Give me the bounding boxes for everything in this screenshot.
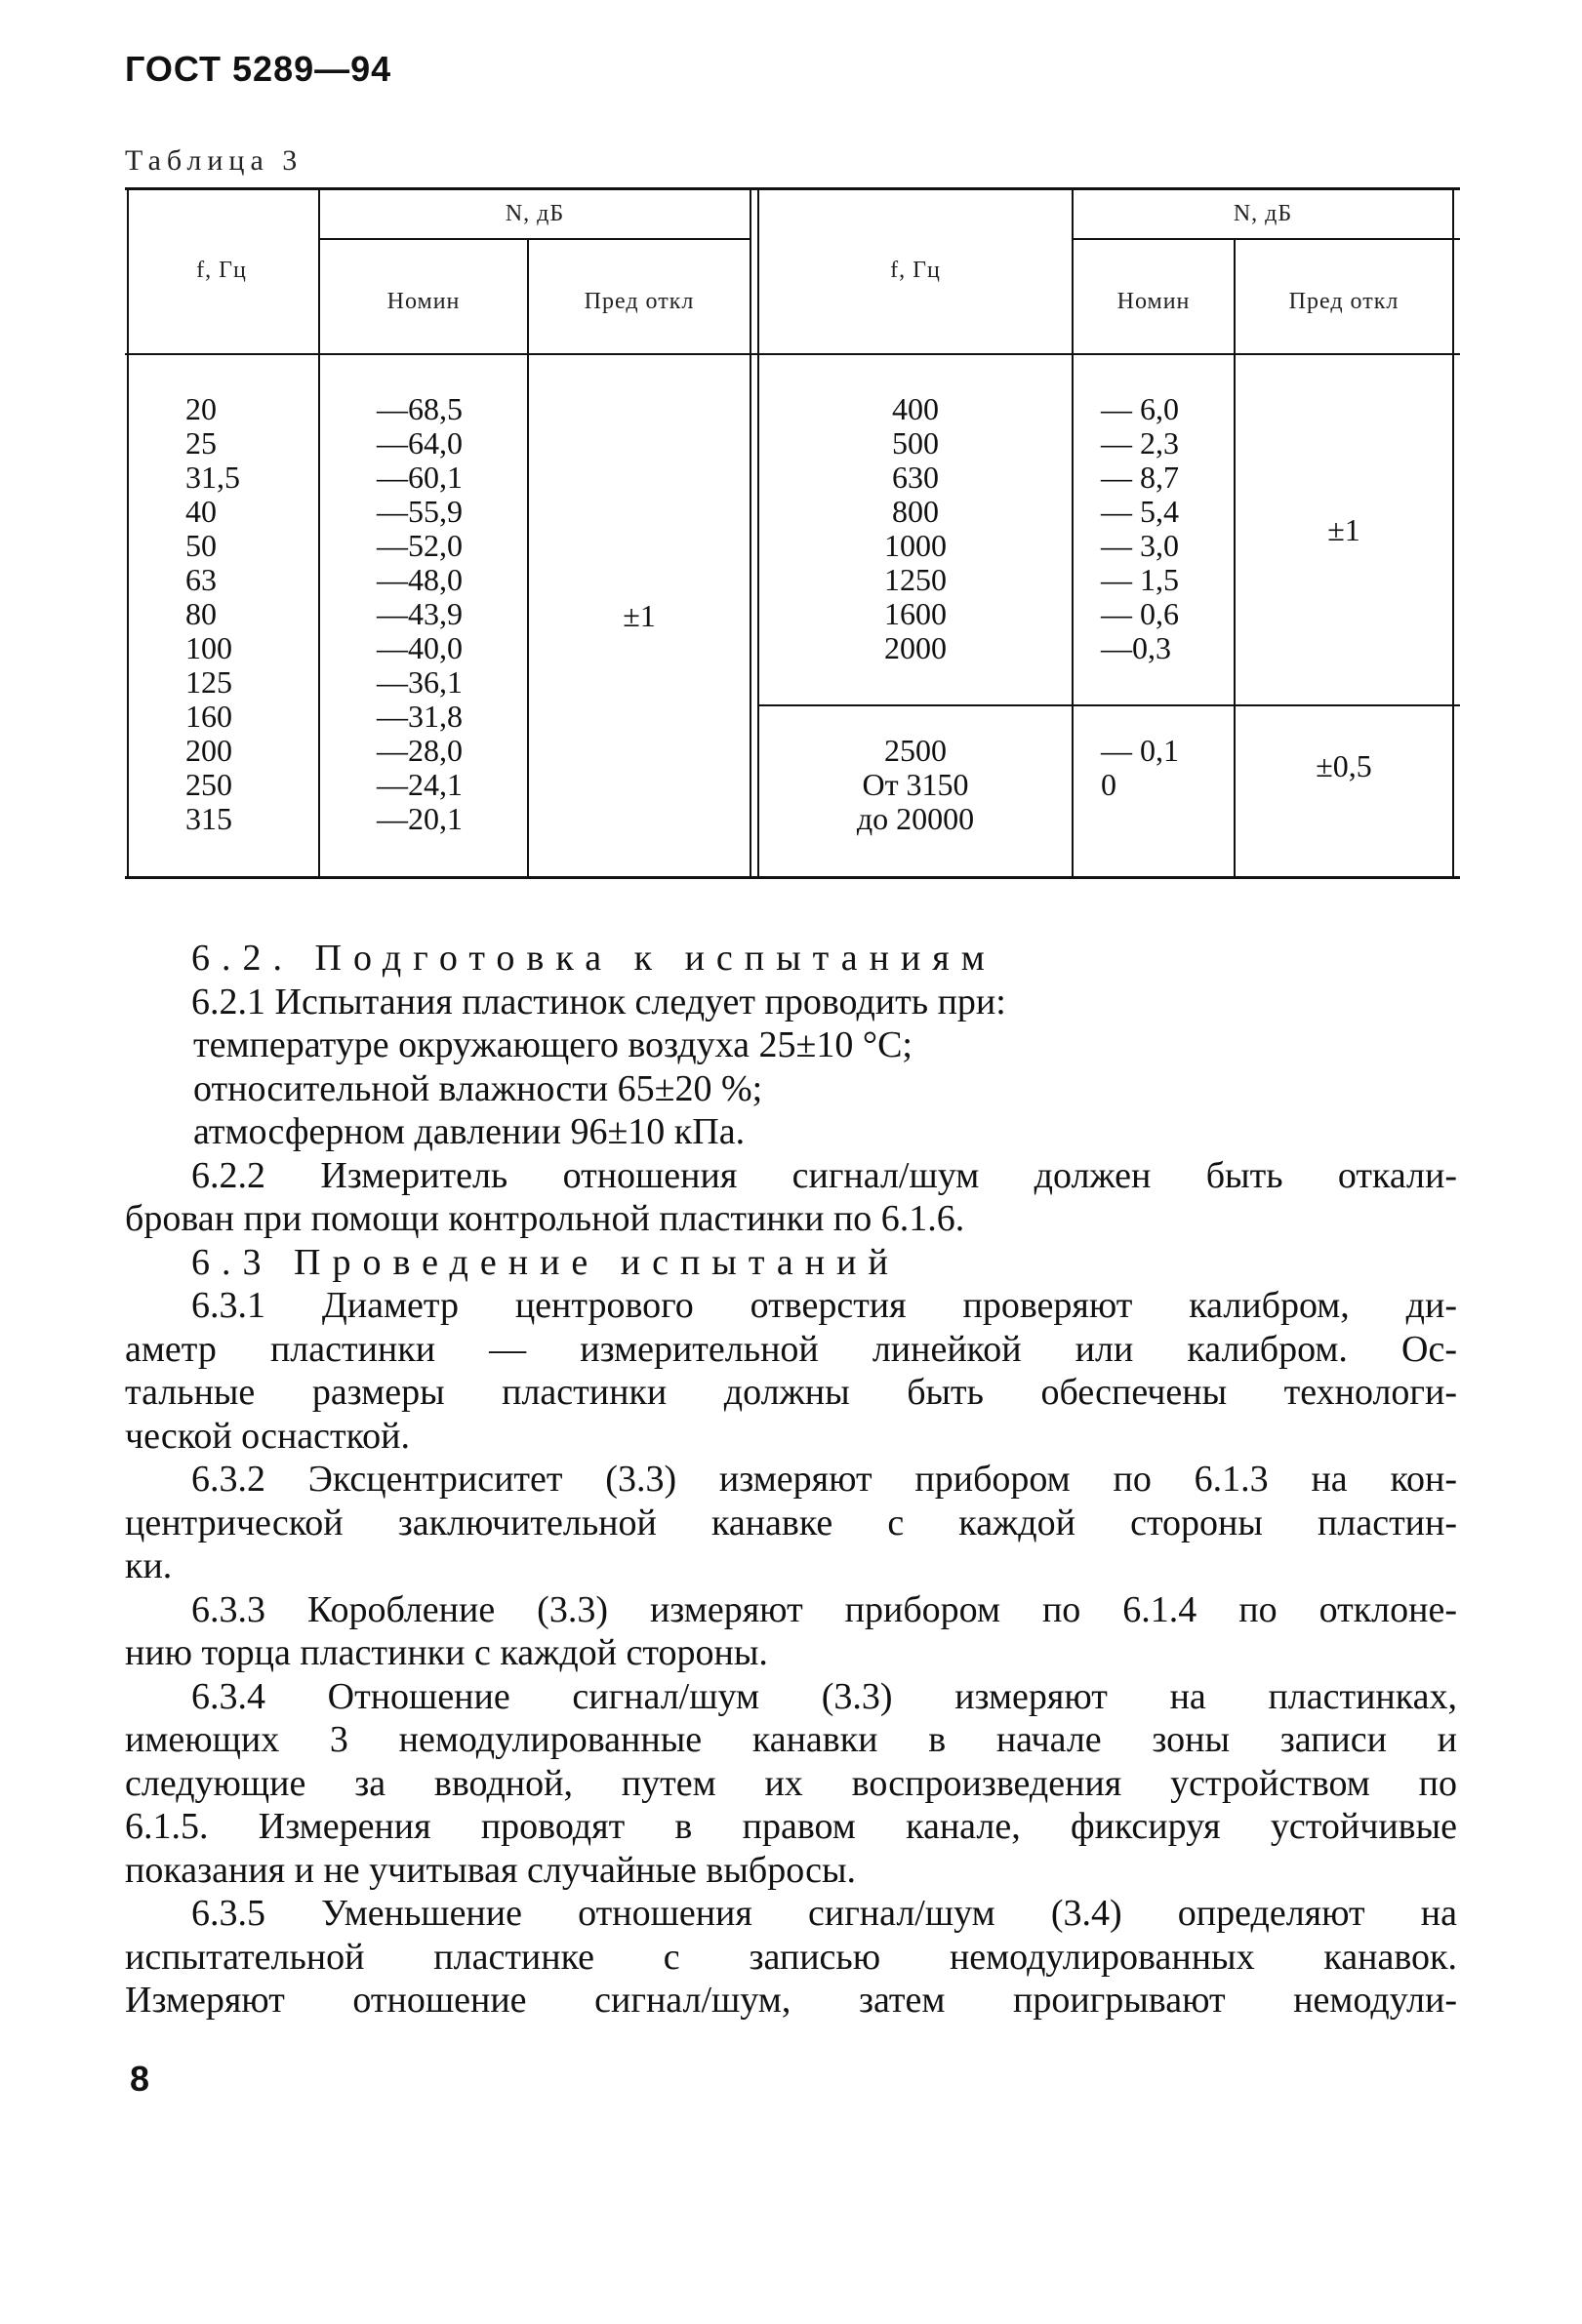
table-subheader-rule-left bbox=[320, 238, 750, 240]
para-6-3-2-line-3: ки. bbox=[125, 1545, 173, 1586]
section-6-3-title: 6.3 Проведение испытаний bbox=[191, 1241, 900, 1283]
document-code: ГОСТ 5289—94 bbox=[125, 49, 392, 89]
header-frequency-left: f, Гц bbox=[196, 258, 247, 283]
para-6-3-2-line-1: 6.3.2 Эксцентриситет (3.3) измеряют прибором по 6.1.3 на кон- bbox=[191, 1459, 1457, 1500]
header-frequency-right: f, Гц bbox=[890, 258, 941, 283]
para-6-3-5-line-3: Измеряют отношение сигнал/шум, затем проигрывают немодули- bbox=[125, 1980, 1457, 2021]
para-6-3-3-line-2: нию торца пластинки с каждой стороны. bbox=[125, 1632, 768, 1673]
table-col-divider-2 bbox=[527, 238, 529, 876]
table-bottom-rule bbox=[125, 876, 1460, 879]
para-6-2-1: 6.2.1 Испытания пластинок следует проводить при: bbox=[191, 981, 1006, 1022]
right-deviation-value-2: ±0,5 bbox=[1316, 748, 1372, 783]
para-6-3-2-line-2: центрической заключительной канавке с каждой стороны пластин- bbox=[125, 1502, 1457, 1543]
para-6-3-4-line-5: показания и не учитывая случайные выбросы. bbox=[125, 1849, 857, 1891]
header-level-right: N, дБ bbox=[1233, 201, 1293, 226]
header-level-left: N, дБ bbox=[505, 201, 565, 226]
table-subheader-rule-right bbox=[1074, 238, 1460, 240]
table-top-rule bbox=[125, 187, 1460, 190]
table-caption: Таблица 3 bbox=[125, 144, 304, 177]
table-header-rule bbox=[125, 353, 1460, 355]
para-6-2-2-line-2: брован при помощи контрольной пластинки по 6.1.6. bbox=[125, 1198, 965, 1239]
header-nominal-left: Номин bbox=[386, 289, 461, 314]
para-6-3-4-line-2: имеющих 3 немодулированные канавки в начале зоны записи и bbox=[125, 1719, 1457, 1760]
para-6-3-1-line-4: ческой оснасткой. bbox=[125, 1415, 411, 1457]
para-6-3-1-line-3: тальные размеры пластинки должны быть обеспечены технологи- bbox=[125, 1372, 1457, 1413]
header-nominal-right: Номин bbox=[1116, 289, 1191, 314]
para-6-3-5-line-2: испытательной пластинке с записью немодулированных канавок. bbox=[125, 1936, 1457, 1978]
header-deviation-right: Пред откл bbox=[1288, 289, 1399, 314]
header-deviation-left: Пред откл bbox=[584, 289, 695, 314]
para-6-2-1-humidity: относительной влажности 65±20 %; bbox=[193, 1067, 763, 1109]
table-center-divider-a bbox=[750, 187, 751, 876]
para-6-2-1-pressure: атмосферном давлении 96±10 кПа. bbox=[193, 1111, 746, 1152]
right-deviation-value-1: ±1 bbox=[1327, 512, 1360, 547]
right-frequency-column-2: 2500 От 3150 до 20000 bbox=[856, 733, 975, 836]
section-6-2-title: 6.2. Подготовка к испытаниям bbox=[191, 938, 996, 979]
para-6-2-1-temperature: температуре окружающего воздуха 25±10 °С; bbox=[193, 1024, 913, 1065]
para-6-3-4-line-4: 6.1.5. Измерения проводят в правом канале, фиксируя устойчивые bbox=[125, 1806, 1457, 1847]
para-6-3-3-line-1: 6.3.3 Коробление (3.3) измеряют прибором по 6.1.4 по отклоне- bbox=[191, 1588, 1457, 1630]
left-frequency-column: 20 25 31,5 40 50 63 80 100 125 160 200 250 315 bbox=[185, 391, 240, 836]
right-frequency-column-1: 400 500 630 800 1000 1250 1600 2000 bbox=[884, 391, 947, 665]
table-right-border bbox=[1452, 187, 1454, 876]
right-nominal-column-2: — 0,1 0 bbox=[1101, 733, 1179, 802]
para-6-3-1-line-2: аметр пластинки — измерительной линейкой или калибром. Ос- bbox=[125, 1328, 1457, 1370]
para-6-3-4-line-3: следующие за вводной, путем их воспроизведения устройством по bbox=[125, 1762, 1457, 1804]
right-nominal-column-1: — 6,0 — 2,3 — 8,7 — 5,4 — 3,0 — 1,5 — 0,6 —0,3 bbox=[1101, 391, 1179, 665]
para-6-3-5-line-1: 6.3.5 Уменьшение отношения сигнал/шум (3.4) определяют на bbox=[191, 1893, 1457, 1934]
page-number: 8 bbox=[130, 2059, 150, 2099]
table-left-border bbox=[127, 187, 129, 876]
body-text bbox=[125, 937, 1457, 2023]
para-6-2-2-line-1: 6.2.2 Измеритель отношения сигнал/шум должен быть откали- bbox=[191, 1154, 1457, 1196]
left-deviation-value: ±1 bbox=[623, 598, 656, 633]
para-6-3-1-line-1: 6.3.1 Диаметр центрового отверстия проверяют калибром, ди- bbox=[191, 1285, 1457, 1326]
table-group-rule-right bbox=[759, 704, 1460, 706]
para-6-3-4-line-1: 6.3.4 Отношение сигнал/шум (3.3) измеряют на пластинках, bbox=[191, 1675, 1457, 1717]
data-table bbox=[125, 187, 1460, 882]
left-nominal-column: —68,5 —64,0 —60,1 —55,9 —52,0 —48,0 —43,9 —40,0 —36,1 —31,8 —28,0 —24,1 —20,1 bbox=[377, 391, 463, 836]
